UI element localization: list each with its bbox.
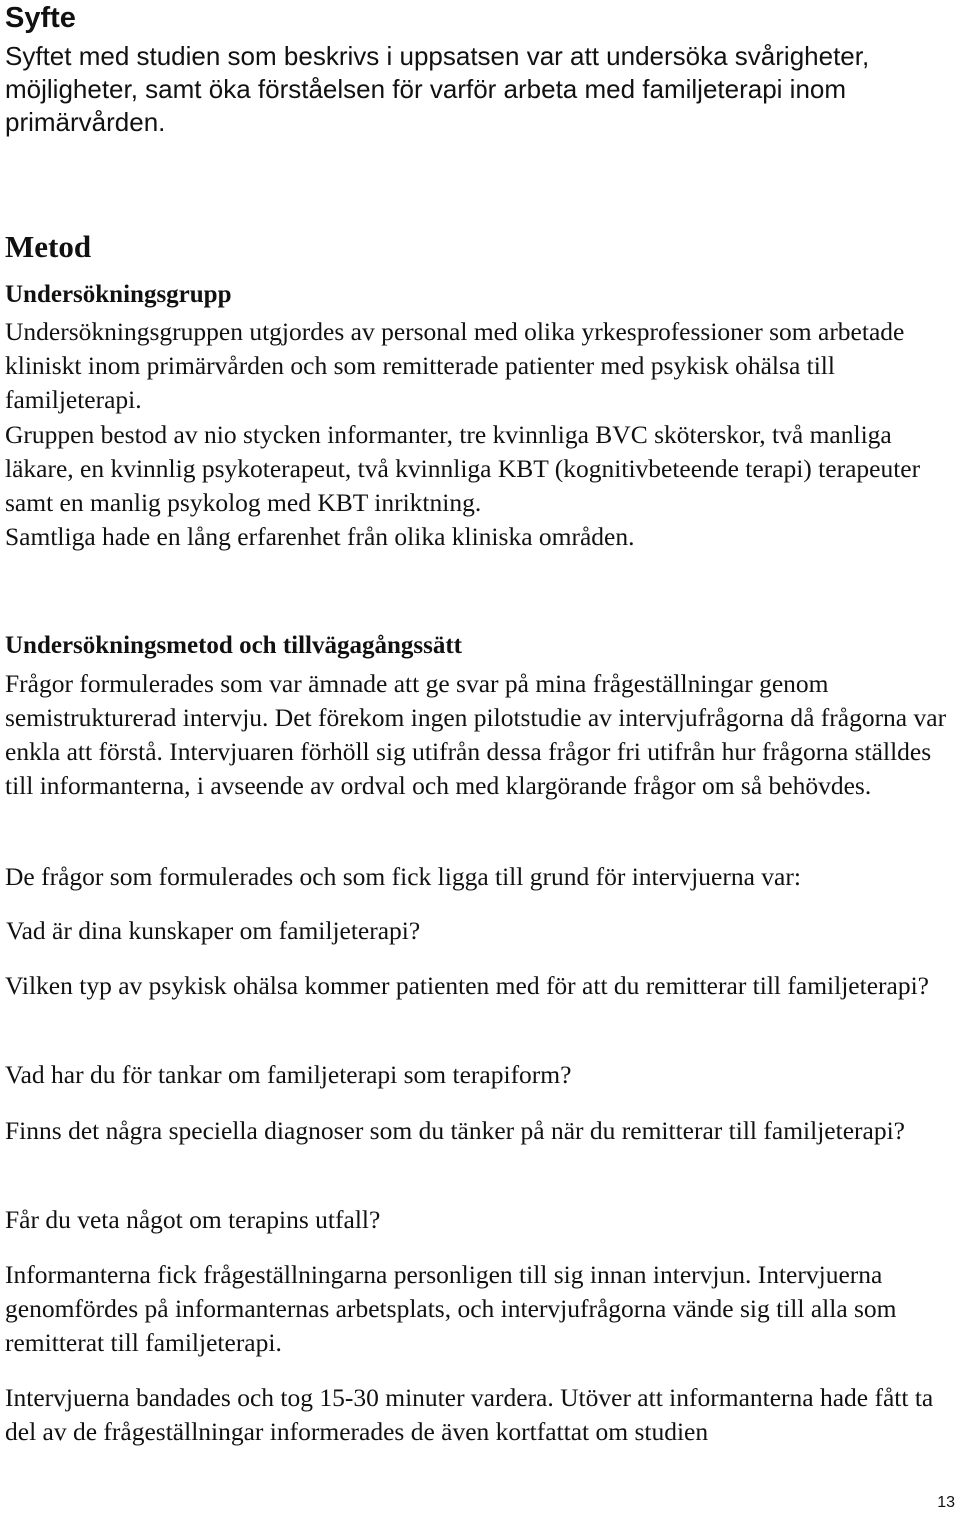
section-heading-metod: Metod bbox=[5, 229, 92, 264]
subheading-undersokningsmetod: Undersökningsmetod och tillvägagångssätt bbox=[5, 632, 462, 659]
after-questions-paragraph-1: Informanterna fick frågeställningarna personligen till sig innan intervjun. Intervjuerna genomfördes på informanternas arbetsplats, och intervjufrågorna vände sig till alla som remitterat till familjeterapi. bbox=[5, 1260, 897, 1357]
interview-question: Finns det några speciella diagnoser som du tänker på när du remitterar till familjeterapi? bbox=[5, 1116, 905, 1145]
method-paragraph-2: De frågor som formulerades och som fick ligga till grund för intervjuerna var: bbox=[5, 862, 801, 891]
after-questions-paragraph-2: Intervjuerna bandades och tog 15-30 minuter vardera. Utöver att informanterna hade fått ta del av de frågeställningar informerades de även kortfattat om studien bbox=[5, 1383, 934, 1446]
subheading-undersokningsgrupp: Undersökningsgrupp bbox=[5, 281, 232, 308]
interview-question: Vad har du för tankar om familjeterapi som terapiform? bbox=[5, 1060, 572, 1089]
interview-question: Vad är dina kunskaper om familjeterapi? bbox=[6, 916, 421, 945]
method-paragraph-1: Frågor formulerades som var ämnade att ge svar på mina frågeställningar genom semistrukturerad intervju. Det förekom ingen pilotstudie av intervjufrågorna då frågorna var enkla att förstå. Intervjuaren förhöll sig utifrån dessa frågor fri utifrån hur frågorna ställdes till informanterna, i avseende av ordval och med klargörande frågor om så behövdes. bbox=[5, 669, 947, 800]
page-number: 13 bbox=[937, 1494, 955, 1511]
interview-question: Vilken typ av psykisk ohälsa kommer patienten med för att du remitterar till familjeterapi? bbox=[5, 971, 929, 1000]
group-paragraph-3: Samtliga hade en lång erfarenhet från olika kliniska områden. bbox=[5, 522, 635, 551]
section-heading-syfte: Syfte bbox=[5, 2, 76, 34]
group-paragraph-1: Undersökningsgruppen utgjordes av personal med olika yrkesprofessioner som arbetade kliniskt inom primärvården och som remitterade patienter med psykisk ohälsa till familjeterapi. bbox=[5, 317, 905, 414]
group-paragraph-2: Gruppen bestod av nio stycken informanter, tre kvinnliga BVC sköterskor, två manliga läkare, en kvinnlig psykoterapeut, två kvinnliga KBT (kognitivbeteende terapi) terapeuter samt en manlig psykolog med KBT inriktning. bbox=[5, 420, 921, 517]
syfte-paragraph: Syftet med studien som beskrivs i uppsatsen var att undersöka svårigheter, möjligheter, samt öka förståelsen för varför arbeta med familjeterapi inom primärvården. bbox=[5, 41, 870, 137]
interview-question: Får du veta något om terapins utfall? bbox=[5, 1205, 381, 1234]
